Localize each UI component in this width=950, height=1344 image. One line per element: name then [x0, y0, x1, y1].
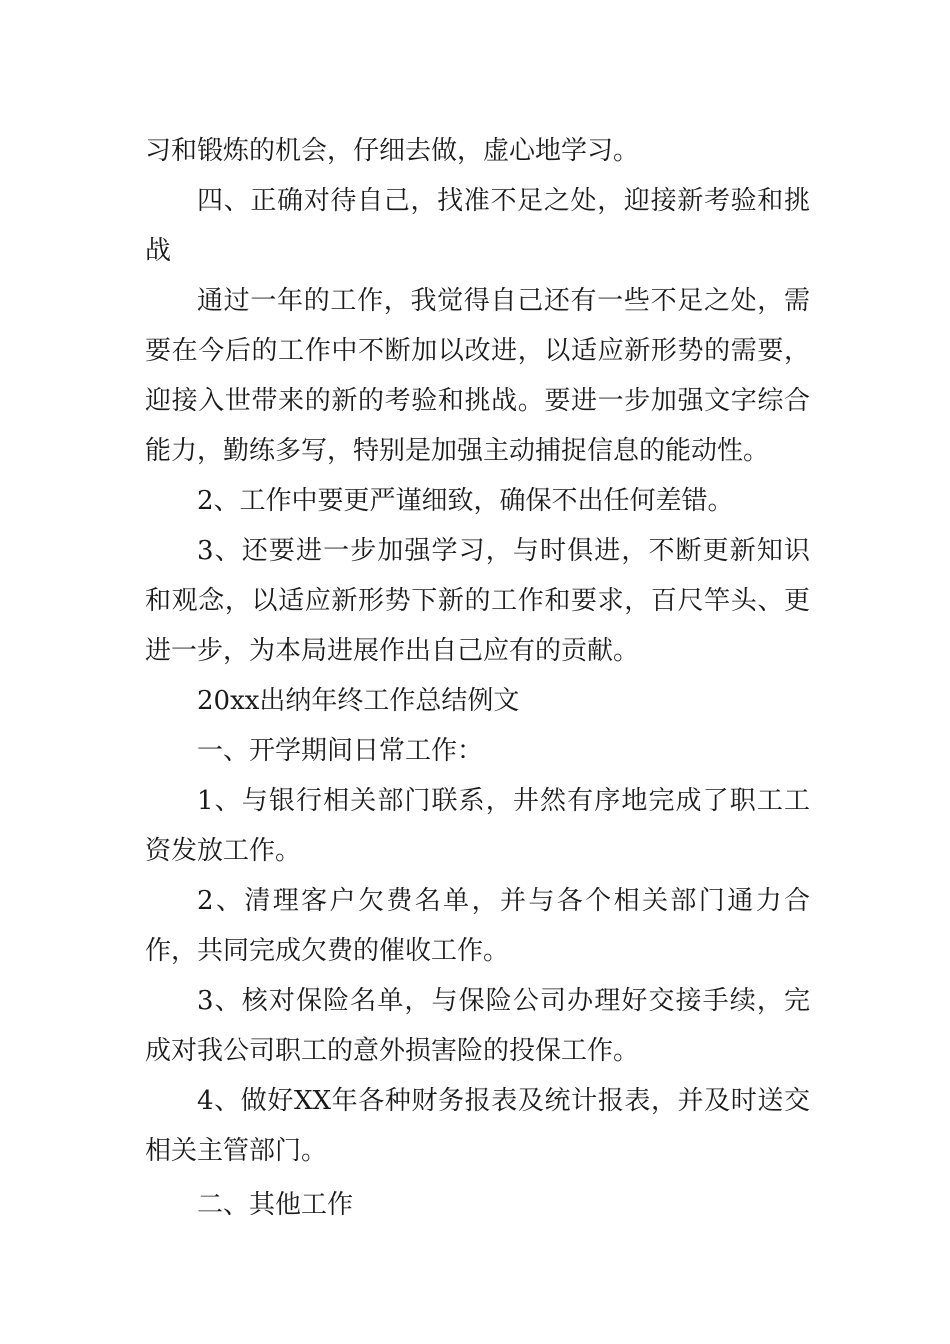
section-heading-four: 四、正确对待自己，找准不足之处，迎接新考验和挑战 — [145, 186, 810, 266]
section-heading-two: 二、其他工作 — [197, 1190, 354, 1220]
list-item-2b: 2、清理客户欠费名单，并与各个相关部门通力合作，共同完成欠费的催收工作。 — [145, 886, 810, 966]
section-heading-one: 一、开学期间日常工作： — [197, 736, 484, 766]
list-item-1: 1、与银行相关部门联系，井然有序地完成了职工工资发放工作。 — [145, 786, 810, 866]
document-title: 20xx出纳年终工作总结例文 — [197, 686, 520, 716]
list-item-2: 2、工作中要更严谨细致，确保不出任何差错。 — [197, 486, 734, 516]
list-item-3: 3、还要进一步加强学习，与时俱进，不断更新知识和观念，以适应新形势下新的工作和要求，百尺竿头、更进一步，为本局进展作出自己应有的贡献。 — [145, 536, 810, 666]
list-item-4: 4、做好XX年各种财务报表及统计报表，并及时送交相关主管部门。 — [145, 1086, 810, 1166]
document-body — [145, 126, 810, 1230]
paragraph-shortcomings: 通过一年的工作，我觉得自己还有一些不足之处，需要在今后的工作中不断加以改进，以适应新形势的需要，迎接入世带来的新的考验和挑战。要进一步加强文字综合能力，勤练多写，特别是加强主动捕捉信息的能动性。 — [145, 286, 810, 466]
list-item-3b: 3、核对保险名单，与保险公司办理好交接手续，完成对我公司职工的意外损害险的投保工作。 — [145, 986, 810, 1066]
paragraph-continuation: 习和锻炼的机会，仔细去做，虚心地学习。 — [145, 136, 640, 166]
